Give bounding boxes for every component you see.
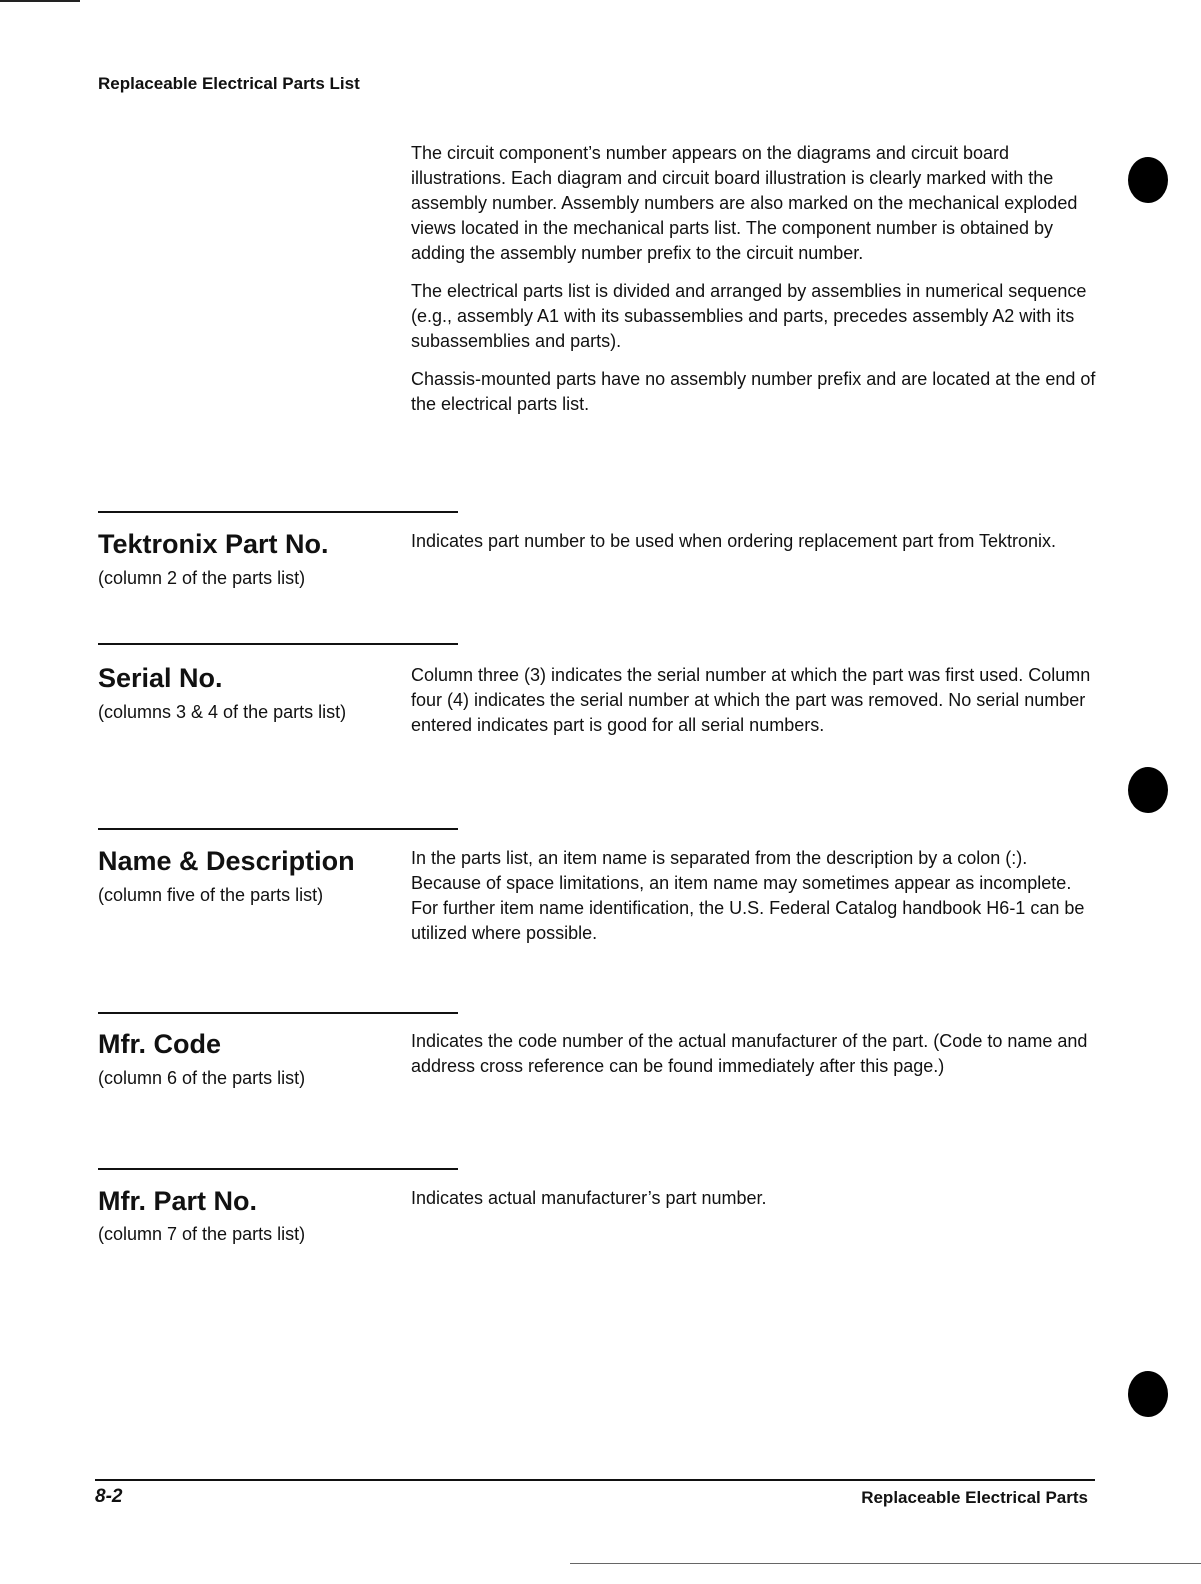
intro-paragraph-1: The circuit component’s number appears on the diagrams and circuit board illustrations. Each diagram and circuit board illustration is clearly marked with the assembly number. Assembly numbers are also marked on the mechanical exploded views located in the mechanical parts list. The component number is obtained by adding the assembly number prefix to the circuit number. — [411, 143, 1078, 263]
top-edge-rule — [0, 0, 80, 2]
section-title: Mfr. Part No. — [98, 1186, 258, 1216]
section-description: Indicates actual manufacturer’s part number. — [411, 1188, 767, 1208]
running-head: Replaceable Electrical Parts List — [98, 74, 360, 93]
footer-rule — [95, 1479, 1095, 1481]
section-rule — [98, 1012, 458, 1014]
section-subtitle: (columns 3 & 4 of the parts list) — [98, 702, 347, 722]
section-rule — [98, 1168, 458, 1170]
section-subtitle: (column 7 of the parts list) — [98, 1224, 306, 1244]
intro-text — [411, 141, 1101, 430]
section-title: Serial No. — [98, 663, 223, 693]
section-rule — [98, 511, 458, 513]
section-description: Indicates part number to be used when ordering replacement part from Tektronix. — [411, 531, 1057, 551]
punch-hole-icon — [1128, 157, 1168, 203]
bottom-edge-rule — [570, 1563, 1201, 1564]
section-description: Column three (3) indicates the serial number at which the part was first used. Column four (4) indicates the serial number at which the part was removed. No serial number entered indicates part is good for all serial numbers. — [411, 665, 1091, 735]
section-rule — [98, 643, 458, 645]
section-subtitle: (column 6 of the parts list) — [98, 1068, 306, 1088]
section-title: Name & Description — [98, 846, 355, 876]
punch-hole-icon — [1128, 767, 1168, 813]
section-subtitle: (column 2 of the parts list) — [98, 568, 306, 588]
section-rule — [98, 828, 458, 830]
section-description: In the parts list, an item name is separated from the description by a colon (:). Because of space limitations, an item name may sometimes appear as incomplete. For further item name identification, the U.S. Federal Catalog handbook H6-1 can be utilized where possible. — [411, 848, 1085, 943]
section-title: Mfr. Code — [98, 1029, 222, 1059]
intro-paragraph-2: The electrical parts list is divided and arranged by assemblies in numerical sequence (e.g., assembly A1 with its subassemblies and parts, precedes assembly A2 with its subassemblies and parts). — [411, 281, 1087, 351]
section-subtitle: (column five of the parts list) — [98, 885, 324, 905]
section-title: Tektronix Part No. — [98, 529, 329, 559]
footer-title: Replaceable Electrical Parts — [861, 1488, 1088, 1507]
page-number: 8-2 — [95, 1486, 123, 1507]
section-description: Indicates the code number of the actual manufacturer of the part. (Code to name and address cross reference can be found immediately after this page.) — [411, 1031, 1088, 1076]
punch-hole-icon — [1128, 1371, 1168, 1417]
intro-paragraph-3: Chassis-mounted parts have no assembly number prefix and are located at the end of the electrical parts list. — [411, 369, 1096, 414]
